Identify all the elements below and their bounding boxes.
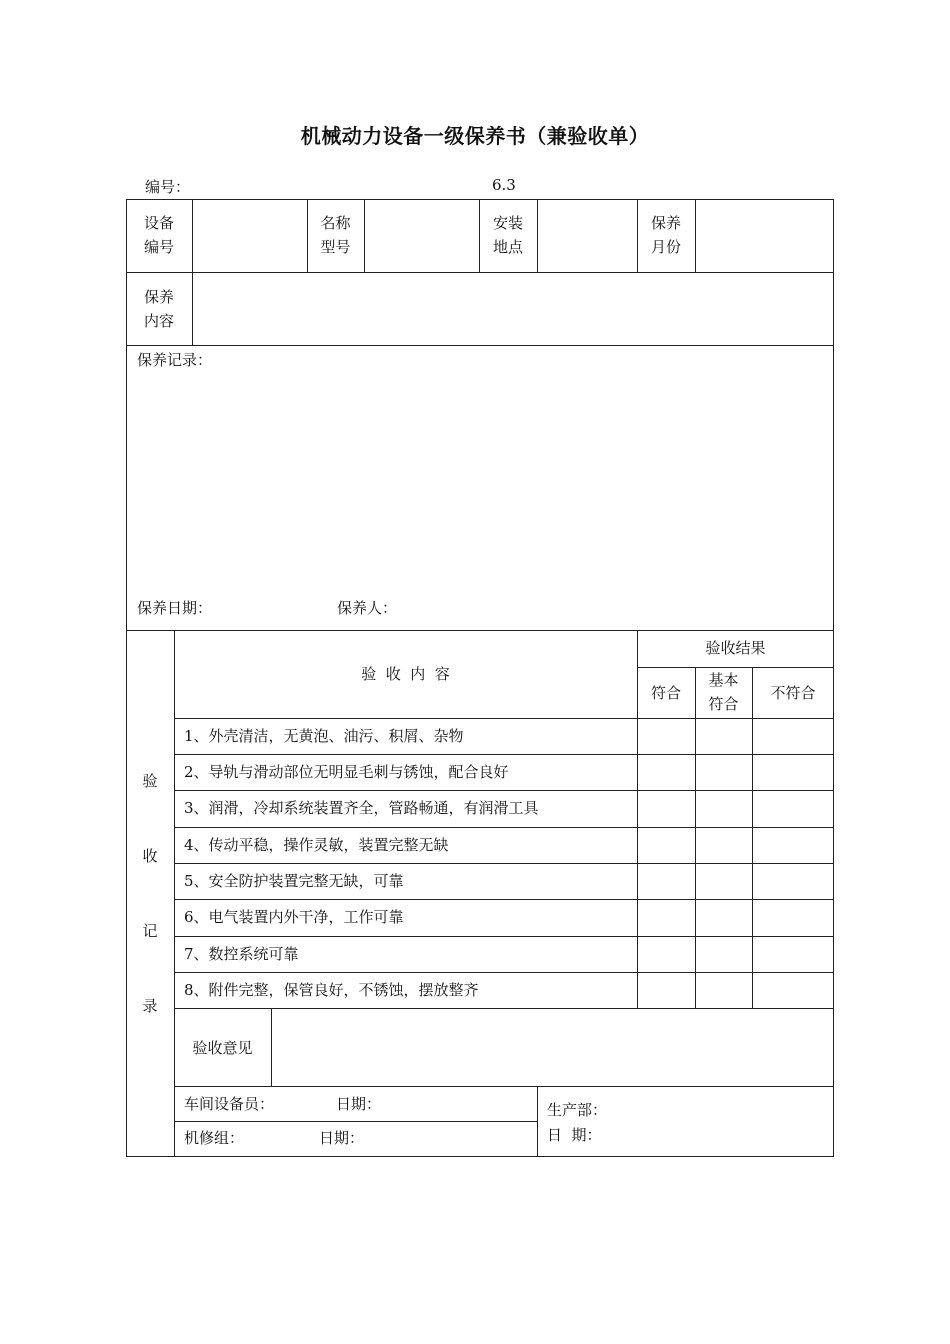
workshop-equipment-officer-label: 车间设备员： xyxy=(184,1095,275,1113)
divider xyxy=(174,790,834,791)
page-title: 机械动力设备一级保养书（兼验收单） xyxy=(300,124,650,148)
maintenance-record-field[interactable] xyxy=(127,372,833,592)
install-location-label: 安装 地点 xyxy=(492,214,523,256)
divider xyxy=(174,754,834,755)
divider xyxy=(174,936,834,937)
divider xyxy=(126,345,834,346)
acceptance-content-header: 验 收 内 容 xyxy=(361,665,450,683)
maintenance-month-label: 保养 月份 xyxy=(650,214,681,256)
repair-date-label: 日期： xyxy=(319,1129,365,1147)
acceptance-item-4: 4、传动平稳，操作灵敏，装置完整无缺 xyxy=(184,836,449,854)
equipment-no-label: 设备 编号 xyxy=(143,214,174,256)
divider xyxy=(537,1086,538,1157)
workshop-date-label: 日期： xyxy=(336,1095,382,1113)
divider xyxy=(126,630,834,631)
acceptance-item-6: 6、电气装置内外干净，工作可靠 xyxy=(184,908,404,926)
maintenance-month-field[interactable] xyxy=(696,200,833,272)
divider xyxy=(174,1121,537,1122)
conform-header: 符合 xyxy=(650,684,681,702)
maintainer-label: 保养人： xyxy=(337,599,398,617)
acceptance-item-3: 3、润滑，冷却系统装置齐全，管路畅通，有润滑工具 xyxy=(184,799,539,817)
basic-conform-header: 基本 符合 xyxy=(708,671,739,713)
production-dept-label: 生产部： xyxy=(547,1101,608,1119)
divider xyxy=(174,827,834,828)
number-label: 编号： xyxy=(145,178,191,196)
divider xyxy=(174,863,834,864)
acceptance-result-header: 验收结果 xyxy=(705,639,766,657)
acceptance-item-8: 8、附件完整，保管良好，不锈蚀，摆放整齐 xyxy=(184,981,479,999)
version-number: 6.3 xyxy=(492,176,516,194)
acceptance-item-7: 7、数控系统可靠 xyxy=(184,945,299,963)
install-location-field[interactable] xyxy=(538,200,637,272)
result-cell-conform[interactable] xyxy=(638,719,695,754)
divider xyxy=(174,972,834,973)
divider xyxy=(174,630,175,1157)
maintenance-date-label: 保养日期： xyxy=(137,599,213,617)
result-cell-basic-conform[interactable] xyxy=(696,719,752,754)
nonconform-header: 不符合 xyxy=(770,684,816,702)
maintenance-content-field[interactable] xyxy=(193,273,833,345)
production-date-label: 日 期： xyxy=(547,1126,602,1144)
acceptance-record-side-label: 验 收 记 录 xyxy=(142,772,158,1015)
acceptance-opinion-label: 验收意见 xyxy=(192,1039,253,1057)
acceptance-item-5: 5、安全防护装置完整无缺，可靠 xyxy=(184,872,404,890)
divider xyxy=(174,899,834,900)
name-model-field[interactable] xyxy=(365,200,479,272)
divider xyxy=(174,1086,834,1087)
result-cell-nonconform[interactable] xyxy=(753,719,833,754)
acceptance-item-1: 1、外壳清洁，无黄泡、油污、积屑、杂物 xyxy=(184,727,464,745)
acceptance-item-2: 2、导轨与滑动部位无明显毛刺与锈蚀，配合良好 xyxy=(184,763,509,781)
maintenance-record-label: 保养记录： xyxy=(137,351,213,369)
name-model-label: 名称 型号 xyxy=(320,214,351,256)
maintenance-content-label: 保养 内容 xyxy=(143,288,174,330)
equipment-no-field[interactable] xyxy=(193,200,307,272)
repair-group-label: 机修组： xyxy=(184,1129,245,1147)
acceptance-opinion-field[interactable] xyxy=(272,1009,833,1086)
